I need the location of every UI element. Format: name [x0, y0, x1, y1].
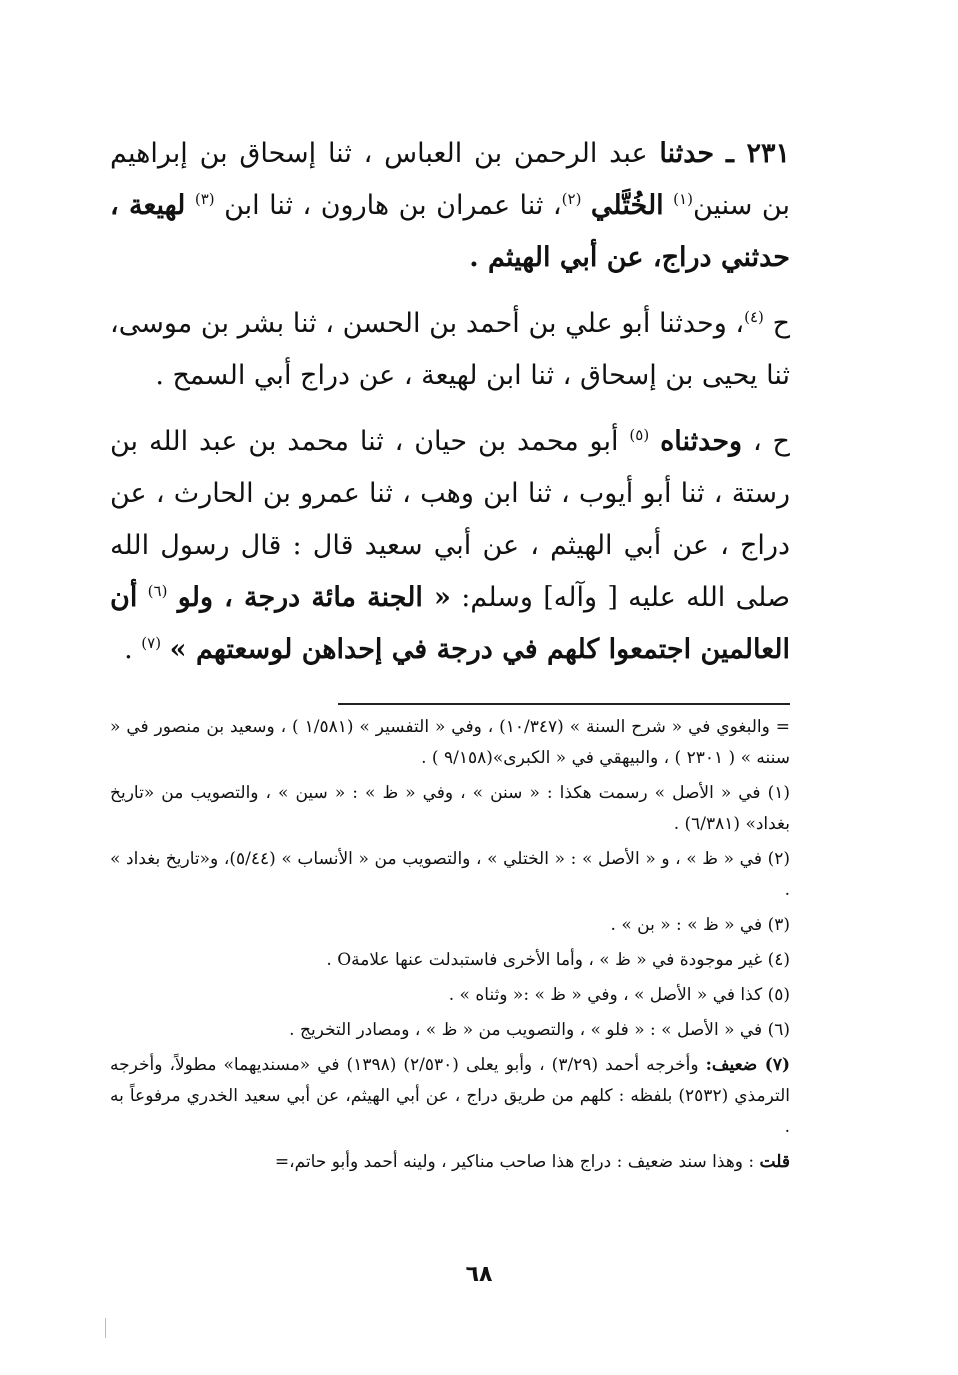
footnote-ref: (٣): [194, 190, 215, 208]
footnote-3: (٣) في « ظ » : « بن » .: [610, 915, 790, 935]
footnote-6: (٦) في « الأصل » : « فلو » ، والتصويب من « ظ » ، ومصادر التخريج .: [289, 1020, 790, 1040]
bold-word: حدثنا: [659, 138, 715, 169]
text: ، وحدثنا أبو علي بن أحمد بن الحسن ، ثنا بشر بن موسى، ثنا يحيى بن إسحاق ، ثنا ابن لهيعة ، عن دراج أبي السمح .: [110, 308, 790, 391]
text: ، ثنا عمران بن هارون ، ثنا ابن: [224, 190, 562, 221]
margin-mark: [105, 1318, 106, 1338]
hadith-number: ٢٣١ ـ: [725, 138, 790, 169]
footnote-2: (٢) في « ظ » ، و « الأصل » : « الختلي » ، والتصويب من « الأنساب » (٥/٤٤)، و«تاريخ بغداد » .: [110, 849, 790, 900]
footnote-7-text: وأخرجه أحمد (٣/٢٩) ، وأبو يعلى (٢/٥٣٠) (١٣٩٨) في «مسنديهما» مطولاً، وأخرجه الترمذي (٢٥٣٢) بلفظه : كلهم من طريق دراج ، عن أبي الهيثم، عن أبي سعيد الخدري مرفوعاً به .: [110, 1055, 790, 1137]
footnote-7-label: (٧) ضعيف:: [705, 1055, 790, 1075]
paragraph-2: [110, 298, 790, 402]
footnote-5: (٥) كذا في « الأصل » ، وفي « ظ » :« وثناه » .: [448, 985, 790, 1005]
bold-word: وحدثناه: [660, 426, 743, 457]
hadith-quote: أن العالمين اجتمعوا كلهم في درجة في إحداهن لوسعتهم »: [110, 582, 790, 665]
footnote-ref: (٤): [744, 308, 764, 326]
footnote-separator: [338, 703, 790, 705]
main-text: [110, 128, 790, 690]
hadith-quote: « الجنة مائة درجة ، ولو: [177, 582, 451, 613]
text: ح: [772, 308, 790, 339]
footnote-ref: (٥): [629, 426, 650, 444]
footnote-ref: (٧): [141, 634, 162, 652]
text: عبد الرحمن بن العباس ، ثنا إسحاق بن إبراهيم بن سنين: [110, 138, 790, 221]
paragraph-1: [110, 128, 790, 284]
footnote-ref: (٢): [561, 190, 582, 208]
qult-text: : وهذا سند ضعيف : دراج هذا صاحب مناكير ، ولينه أحمد وأبو حاتم،=: [274, 1152, 755, 1172]
page-number: ٦٨: [465, 1262, 493, 1287]
footnote-ref: (٦): [147, 582, 168, 600]
footnote-ref: (١): [673, 190, 693, 208]
footnote-7: [110, 1050, 790, 1143]
text: أبو محمد بن حيان ، ثنا محمد بن عبد الله بن رستة ، ثنا أبو أيوب ، ثنا ابن وهب ، ثنا عمرو بن الحارث ، عن دراج ، عن أبي الهيثم ، عن أبي سعيد قال : قال رسول الله صلى الله عليه [ وآله] وسلم:: [110, 426, 791, 613]
text: لهيعة ، حدثني دراج، عن أبي الهيثم .: [110, 190, 790, 273]
footnote-4: (٤) غير موجودة في « ظ » ، وأما الأخرى فاستبدلت عنها علامةO .: [326, 950, 790, 970]
text: ح ،: [752, 426, 790, 457]
qult-label: قلت: [759, 1152, 790, 1172]
text: .: [124, 634, 133, 665]
footnotes: [110, 712, 790, 1182]
footnote-continuation: = والبغوي في « شرح السنة » (١٠/٣٤٧) ، وفي « التفسير » (١/٥٨١ ) ، وسعيد بن منصور في « سننه » ( ٢٣٠١ ) ، والبيهقي في « الكبرى»(٩/١٥٨ ) .: [110, 717, 791, 768]
paragraph-3: [110, 416, 790, 676]
bold-name: الخُتَّلي: [590, 190, 664, 221]
footnote-qult: [110, 1147, 790, 1178]
footnote-1: (١) في « الأصل » رسمت هكذا : « سنن » ، وفي « ظ » : « سين » ، والتصويب من «تاريخ بغداد» (٦/٣٨١) .: [110, 783, 790, 834]
